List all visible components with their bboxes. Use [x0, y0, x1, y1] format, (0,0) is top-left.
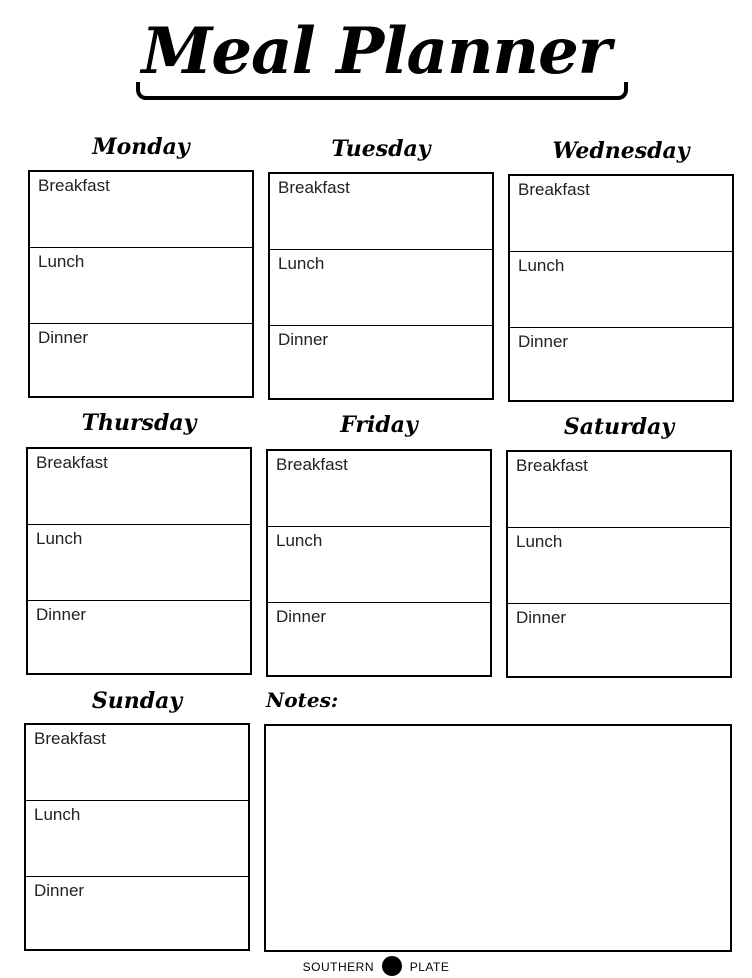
meal-lunch[interactable]: Lunch — [508, 528, 730, 604]
meal-lunch[interactable]: Lunch — [26, 801, 248, 877]
meal-dinner[interactable]: Dinner — [278, 330, 329, 349]
footer-brand — [0, 958, 752, 978]
meal-breakfast[interactable]: Breakfast — [270, 174, 492, 250]
day-box-monday — [28, 170, 254, 398]
day-box-sunday — [24, 723, 250, 951]
day-heading-sunday: Sunday — [91, 688, 183, 714]
meal-breakfast[interactable]: Breakfast — [26, 725, 248, 801]
footer-brand-right: PLATE — [409, 960, 450, 975]
notes-heading: Notes: — [266, 688, 339, 712]
meal-dinner[interactable]: Dinner — [36, 605, 87, 624]
day-heading-tuesday: Tuesday — [331, 136, 431, 162]
day-heading-wednesday: Wednesday — [552, 138, 690, 164]
day-box-friday — [266, 449, 492, 677]
notes-box[interactable] — [264, 724, 732, 952]
meal-dinner[interactable]: Dinner — [34, 881, 85, 900]
meal-lunch[interactable]: Lunch — [510, 252, 732, 328]
meal-lunch[interactable]: Lunch — [270, 250, 492, 326]
day-box-thursday — [26, 447, 252, 675]
day-box-wednesday — [508, 174, 734, 402]
day-heading-friday: Friday — [340, 412, 418, 438]
meal-breakfast[interactable]: Breakfast — [30, 172, 252, 248]
meal-breakfast[interactable]: Breakfast — [268, 451, 490, 527]
meal-dinner[interactable]: Dinner — [38, 328, 89, 347]
day-heading-thursday: Thursday — [81, 410, 197, 436]
day-heading-monday: Monday — [92, 134, 190, 160]
meal-lunch[interactable]: Lunch — [268, 527, 490, 603]
footer-brand-left: SOUTHERN — [302, 960, 375, 975]
meal-lunch[interactable]: Lunch — [28, 525, 250, 601]
meal-breakfast[interactable]: Breakfast — [28, 449, 250, 525]
meal-dinner[interactable]: Dinner — [516, 608, 567, 627]
day-box-saturday — [506, 450, 732, 678]
day-box-tuesday — [268, 172, 494, 400]
meal-lunch[interactable]: Lunch — [30, 248, 252, 324]
meal-dinner[interactable]: Dinner — [276, 607, 327, 626]
meal-breakfast[interactable]: Breakfast — [508, 452, 730, 528]
title-underline — [136, 82, 628, 100]
brand-logo-icon — [382, 956, 402, 976]
page-title: Meal Planner — [141, 14, 611, 89]
day-heading-saturday: Saturday — [563, 414, 675, 440]
meal-breakfast[interactable]: Breakfast — [510, 176, 732, 252]
meal-dinner[interactable]: Dinner — [518, 332, 569, 351]
